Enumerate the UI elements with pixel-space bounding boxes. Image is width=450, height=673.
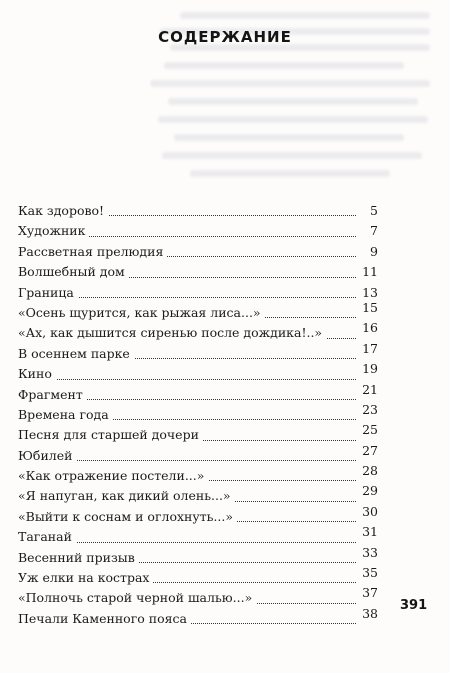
toc-entry (18, 442, 378, 466)
toc-entry-title: В осеннем парке (18, 346, 134, 361)
toc-entry-title: Песня для старшей дочери (18, 427, 203, 442)
toc-entry-page: 11 (362, 264, 378, 280)
toc-entry (18, 544, 378, 568)
toc-entry-page: 33 (362, 544, 378, 560)
toc-entry (18, 503, 378, 527)
toc-entry (18, 381, 378, 405)
toc-entry (18, 565, 378, 588)
toc-entry-title: Печали Каменного пояса (18, 611, 191, 626)
toc-entry-title: Весенний призыв (18, 550, 139, 565)
table-of-contents (18, 201, 378, 629)
toc-entry-title: Граница (18, 285, 78, 300)
toc-entry-page: 9 (370, 243, 378, 259)
toc-entry-title: Времена года (18, 407, 113, 422)
toc-entry-page: 37 (362, 585, 378, 601)
toc-entry-page: 15 (362, 299, 378, 315)
toc-entry-title: «Осень щурится, как рыжая лиса...» (18, 305, 265, 320)
toc-entry-title: «Полночь старой черной шалью...» (18, 590, 256, 605)
toc-entry (18, 283, 378, 303)
toc-entry-title: «Ах, как дышится сиренью после дождика!..» (18, 325, 326, 340)
toc-entry-page: 5 (370, 203, 378, 218)
toc-entry-page: 30 (362, 503, 378, 519)
toc-entry-page: 7 (370, 223, 378, 239)
toc-entry-page: 35 (362, 565, 378, 581)
toc-entry (18, 401, 378, 425)
toc-entry (18, 605, 378, 629)
toc-entry (18, 361, 378, 384)
toc-entry (18, 340, 378, 364)
toc-entry-page: 13 (362, 284, 378, 300)
toc-entry (18, 299, 378, 323)
toc-entry (18, 524, 378, 547)
toc-entry-page: 29 (362, 483, 378, 499)
toc-entry (18, 262, 378, 282)
toc-entry-page: 23 (362, 401, 378, 417)
page-number: 391 (400, 598, 428, 613)
toc-entry-title: Юбилей (18, 448, 76, 463)
dot-leader (18, 379, 356, 380)
toc-entry-page: 28 (362, 463, 378, 479)
toc-entry (18, 422, 378, 445)
toc-entry-page: 38 (362, 605, 378, 621)
toc-entry-page: 25 (362, 422, 378, 438)
toc-entry (18, 483, 378, 506)
toc-entry-page: 31 (362, 524, 378, 540)
toc-entry (18, 463, 378, 486)
toc-entry-title: Уж елки на кострах (18, 570, 153, 585)
toc-entry-page: 27 (362, 442, 378, 458)
toc-entry-title: Таганай (18, 529, 76, 544)
toc-entry-title: Кино (18, 366, 56, 381)
toc-entry-page: 19 (362, 361, 378, 377)
page-title: СОДЕРЖАНИЕ (158, 28, 292, 46)
toc-entry-title: Художник (18, 223, 89, 238)
toc-entry (18, 242, 378, 262)
toc-entry (18, 320, 378, 343)
toc-entry-title: Волшебный дом (18, 264, 129, 279)
toc-entry (18, 201, 378, 221)
toc-entry-page: 21 (362, 381, 378, 397)
toc-entry-title: Фрагмент (18, 387, 87, 402)
toc-entry-page: 17 (362, 340, 378, 356)
toc-entry-title: «Как отражение постели...» (18, 468, 208, 483)
toc-entry-title: «Я напуган, как дикий олень...» (18, 488, 235, 503)
toc-entry-title: Как здорово! (18, 203, 108, 218)
toc-entry-title: «Выйти к соснам и оглохнуть...» (18, 509, 237, 524)
toc-entry-title: Рассветная прелюдия (18, 244, 167, 259)
toc-entry-page: 16 (362, 320, 378, 336)
toc-entry (18, 585, 378, 608)
toc-entry (18, 221, 378, 241)
